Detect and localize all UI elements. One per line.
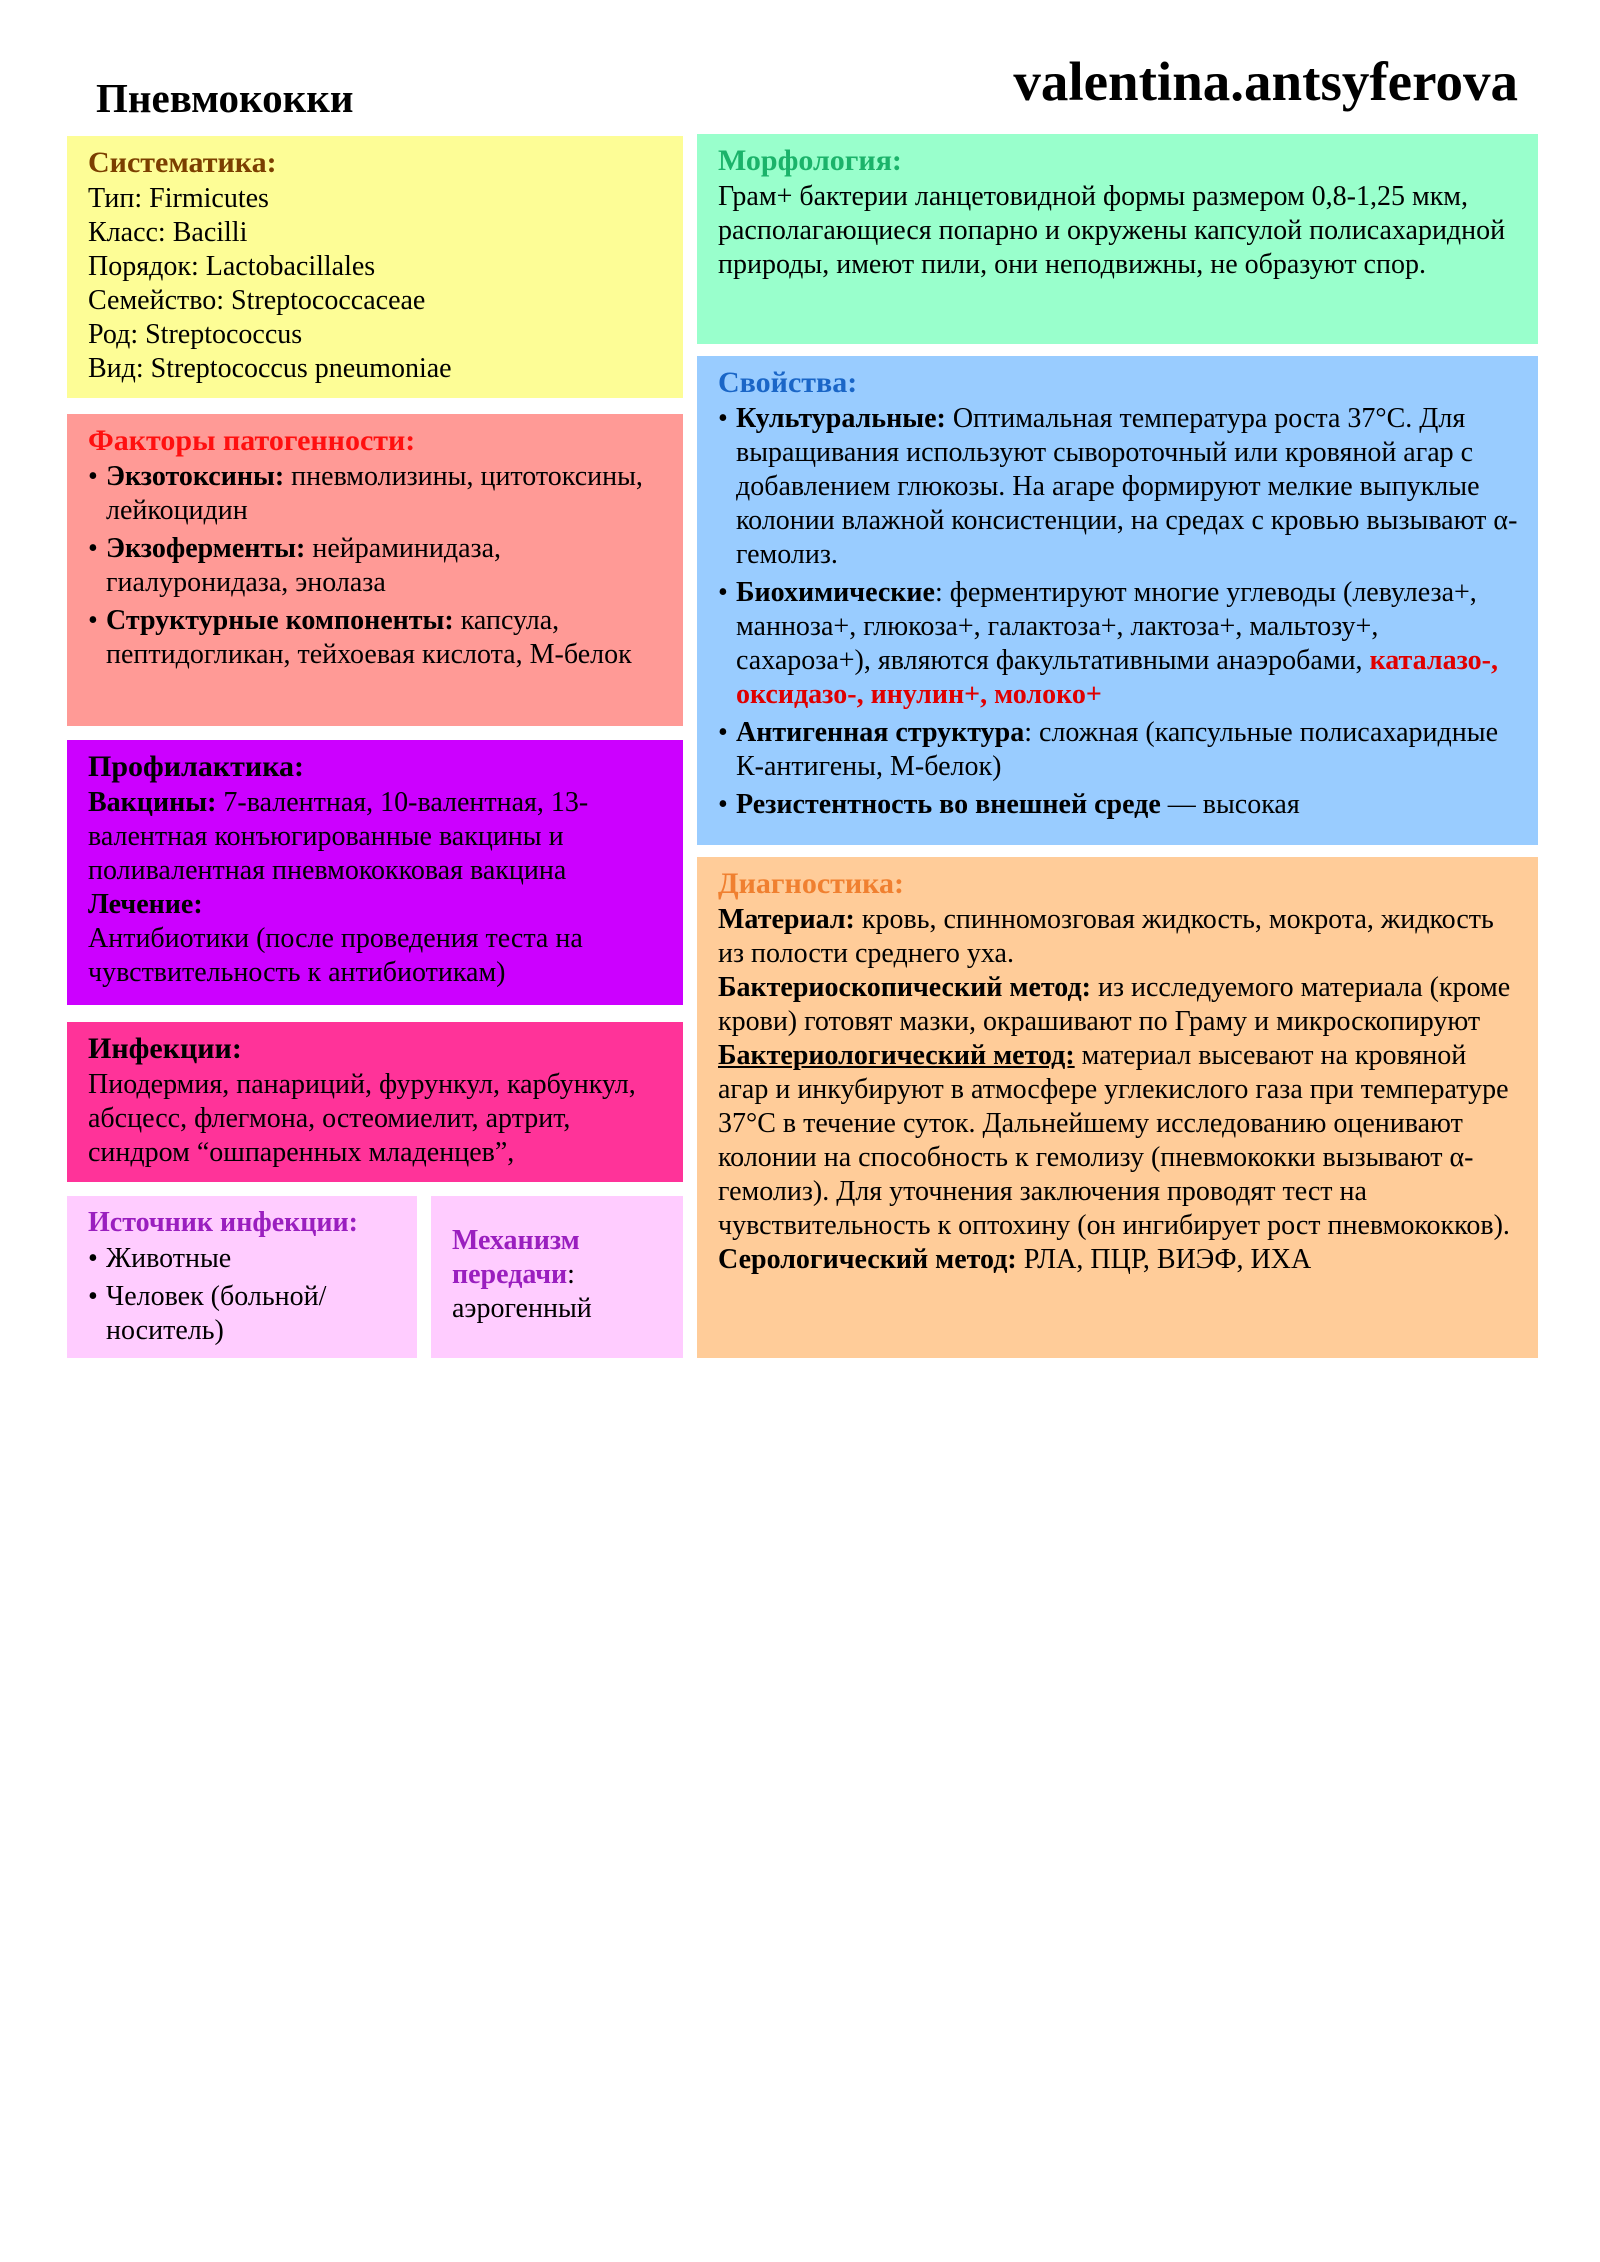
item-label: Структурные компоненты: xyxy=(106,605,454,636)
vaccines-label: Вакцины: xyxy=(88,787,217,818)
systematics-box xyxy=(67,136,683,398)
systematics-line: Порядок: Lactobacillales xyxy=(88,251,376,282)
bacterioscopic-paragraph xyxy=(718,971,1518,1039)
page-title: Пневмококки xyxy=(96,75,354,121)
prophylaxis-title: Профилактика: xyxy=(88,750,305,783)
resistance-label: Резистентность во внешней среде xyxy=(736,789,1161,820)
list-item xyxy=(88,604,663,672)
biochem-label: Биохимические xyxy=(736,577,935,608)
item-label: Экзоферменты: xyxy=(106,533,306,564)
morphology-title: Морфология: xyxy=(718,144,902,177)
prophylaxis-box xyxy=(67,740,683,1005)
antigen-label: Антигенная структура xyxy=(736,717,1025,748)
list-item xyxy=(718,402,1518,572)
bacterioscopic-text: из исследуемого материала (кроме крови) готовят мазки, окрашивают по Граму и микроскопируют xyxy=(718,972,1511,1037)
systematics-line: Вид: Streptococcus pneumoniae xyxy=(88,353,452,384)
properties-title: Свойства: xyxy=(718,366,858,399)
serologic-text: РЛА, ПЦР, ВИЭФ, ИХА xyxy=(1016,1244,1312,1275)
list-item: • Человек (больной/носитель) xyxy=(88,1280,397,1348)
item-label: Экзотоксины: xyxy=(106,461,285,492)
infections-title: Инфекции: xyxy=(88,1032,242,1065)
properties-box xyxy=(697,356,1538,845)
material-text: кровь, спинномозговая жидкость, мокрота, жидкость из полости среднего уха. xyxy=(718,904,1494,969)
diagnostics-title: Диагностика: xyxy=(718,867,904,900)
item-text: нейраминидаза, гиалуронидаза, энолаза xyxy=(106,533,502,598)
treatment-label: Лечение: xyxy=(88,889,203,920)
infections-box xyxy=(67,1022,683,1182)
source-list xyxy=(88,1242,397,1348)
systematics-line: Семейство: Streptococcaceae xyxy=(88,285,426,316)
systematics-line: Класс: Bacilli xyxy=(88,217,248,248)
list-item xyxy=(718,716,1518,784)
material-paragraph xyxy=(718,903,1518,971)
pathogenicity-list xyxy=(88,460,663,672)
biochem-red-text: каталазо-, оксидазо-, инулин+, молоко+ xyxy=(736,645,1499,710)
author-name: valentina.antsyferova xyxy=(1013,51,1518,112)
list-item xyxy=(718,576,1518,712)
mechanism-colon: : xyxy=(567,1259,575,1290)
material-label: Материал: xyxy=(718,904,855,935)
systematics-line: Род: Streptococcus xyxy=(88,319,303,350)
item-text: капсула, пептидогликан, тейхоевая кислота, М-белок xyxy=(106,605,632,670)
item-text: пневмолизины, цитотоксины, лейкоцидин xyxy=(106,461,643,526)
pathogenicity-title: Факторы патогенности: xyxy=(88,424,416,457)
vaccines-paragraph xyxy=(88,786,663,888)
treatment-text: Антибиотики (после проведения теста на чувствительность к антибиотикам) xyxy=(88,923,583,988)
mechanism-box xyxy=(431,1196,683,1358)
list-item xyxy=(718,788,1518,822)
list-item xyxy=(88,460,663,528)
morphology-text: Грам+ бактерии ланцетовидной формы размером 0,8-1,25 мкм, располагающиеся попарно и окружены капсулой полисахаридной природы, имеют пили, они неподвижны, не образуют спор. xyxy=(718,181,1506,280)
serologic-label: Серологический метод: xyxy=(718,1244,1017,1275)
resistance-text: — высокая xyxy=(1160,789,1300,820)
list-item: • Животные xyxy=(88,1242,397,1276)
bacterioscopic-label: Бактериоскопический метод: xyxy=(718,972,1091,1003)
infections-text: Пиодермия, панариций, фурункул, карбункул, абсцесс, флегмона, остеомиелит, артрит, синдром “ошпаренных младенцев”, xyxy=(88,1069,636,1168)
morphology-box xyxy=(697,134,1538,344)
serologic-paragraph xyxy=(718,1243,1518,1277)
source-box xyxy=(67,1196,417,1358)
bacteriological-paragraph xyxy=(718,1039,1518,1243)
mechanism-title: Механизм передачи xyxy=(452,1225,580,1290)
cultural-text: Оптимальная температура роста 37°С. Для выращивания используют сывороточный или кровяной агар с добавлением глюкозы. На агаре формируют мелкие выпуклые колонии влажной консистенции, на средах с кровью вызывают α-гемолиз. xyxy=(736,403,1518,570)
mechanism-text: аэрогенный xyxy=(452,1293,592,1324)
cultural-label: Культуральные: xyxy=(736,403,946,434)
biochem-text: : ферментируют многие углеводы (левулеза+, манноза+, глюкоза+, галактоза+, лактоза+, мальтозу+, сахароза+), являются факультативными анаэробами, xyxy=(736,577,1477,676)
systematics-title: Систематика: xyxy=(88,146,277,179)
bacteriological-text: материал высевают на кровяной агар и инкубируют в атмосфере углекислого газа при температуре 37°С в течение суток. Дальнейшему исследованию оценивают колонии на способность к гемолизу (пневмококки вызывают α-гемолиз). Для уточнения заключения проводят тест на чувствительность к оптохину (он ингибирует рост пневмококков). xyxy=(718,1040,1510,1241)
antigen-text: : сложная (капсульные полисахаридные К-антигены, М-белок) xyxy=(736,717,1498,782)
diagnostics-box xyxy=(697,857,1538,1358)
pathogenicity-box xyxy=(67,414,683,726)
properties-list xyxy=(718,402,1518,822)
list-item xyxy=(88,532,663,600)
systematics-line: Тип: Firmicutes xyxy=(88,183,269,214)
source-title: Источник инфекции: xyxy=(88,1207,358,1238)
bacteriological-label: Бактериологический метод: xyxy=(718,1040,1075,1071)
vaccines-text: 7-валентная, 10-валентная, 13-валентная конъюгированные вакцины и поливалентная пневмококковая вакцина xyxy=(88,787,589,886)
